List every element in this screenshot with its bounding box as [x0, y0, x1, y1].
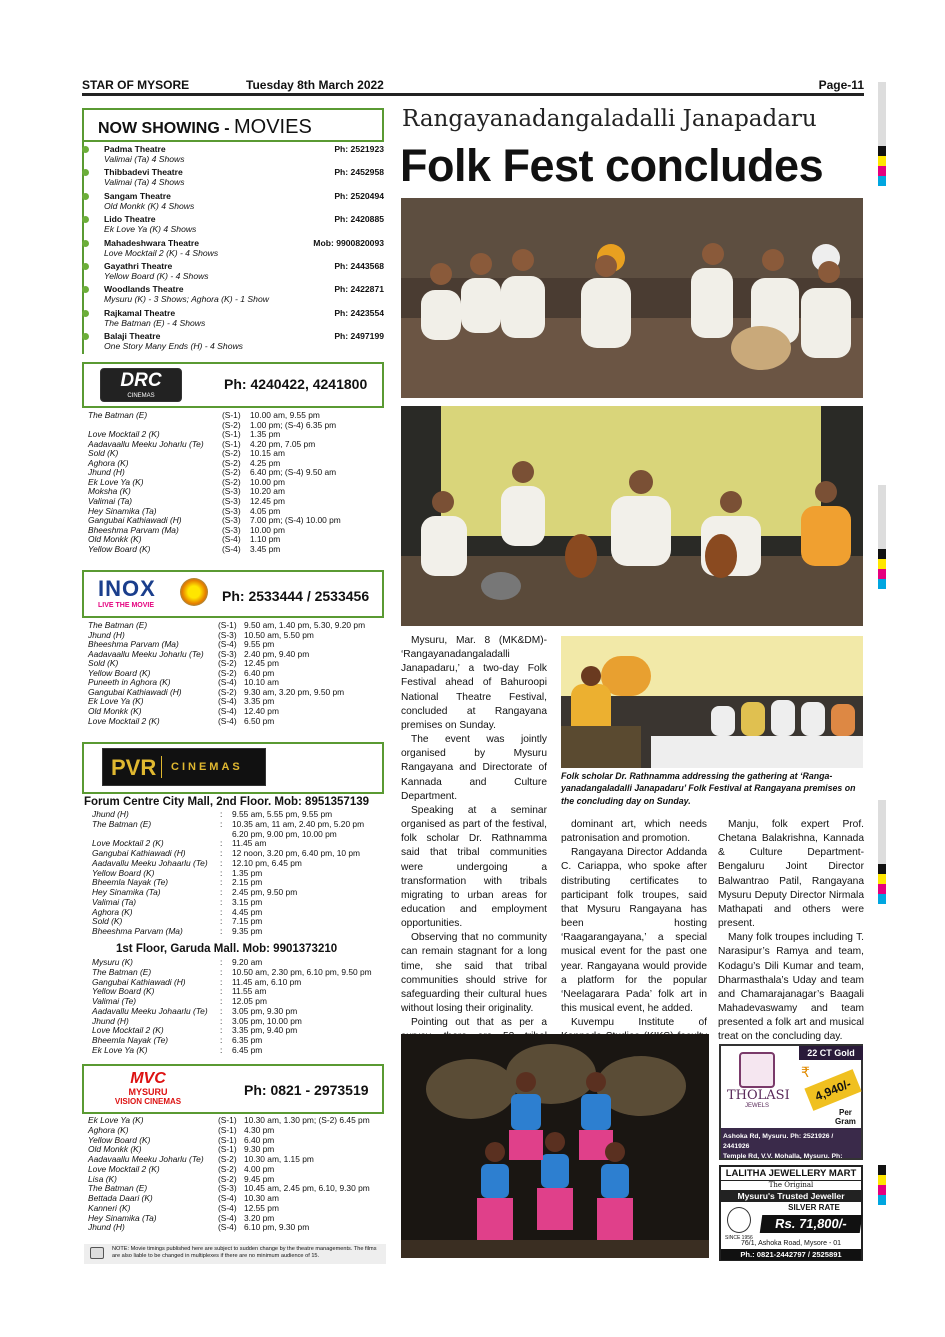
theatre-name: Balaji Theatre [104, 331, 161, 342]
lalitha-phone: Ph.: 0821-2442797 / 2525891 [721, 1249, 861, 1260]
mvc-box [82, 1064, 384, 1114]
pvr-box [82, 742, 384, 794]
theatre-item [84, 238, 384, 258]
article-paragraph: Speaking at a seminar organised as part of the festival, folk scholar Dr. Rathnamma said that tribal communities were undergoing a transformation with tribals migrating to urban areas for education and employment opportunities. [401, 804, 547, 930]
schedule-screen: : [220, 916, 223, 927]
schedule-time: 3.05 pm, 10.00 pm [232, 1015, 302, 1026]
bullet-icon [82, 310, 89, 317]
schedule-movie: Yellow Board (K) [88, 667, 151, 678]
schedule-time: 1.35 pm [250, 429, 281, 440]
article-paragraph: The event was jointly organised by Mysuru Rangayana and Directorate of Kannada and Culture Department. [401, 734, 547, 802]
pvr-garuda-schedule [92, 958, 392, 1058]
schedule-screen: (S-3) [222, 524, 241, 535]
schedule-screen: (S-3) [222, 495, 241, 506]
schedule-movie: Aadavaallu Meeku Joharlu (Te) [88, 1154, 204, 1164]
theatre-shows: Ek Love Ya (K) 4 Shows [104, 224, 197, 235]
schedule-time: 6.40 pm [244, 667, 275, 678]
drc-phone: Ph: 4240422, 4241800 [224, 376, 368, 392]
schedule-time: 9.20 am [232, 957, 263, 967]
schedule-time: 12 noon, 3.20 pm, 6.40 pm, 10 pm [232, 848, 361, 858]
register-bar-color [878, 549, 886, 589]
schedule-screen: (S-2) [218, 1154, 237, 1164]
register-bar-color [878, 146, 886, 186]
schedule-movie: Kanneri (K) [88, 1202, 131, 1213]
schedule-movie: Hey Sinamika (Ta) [92, 887, 161, 897]
schedule-movie: Ek Love Ya (K) [88, 1115, 144, 1125]
schedule-movie: Bheeshma Parvam (Ma) [88, 639, 179, 650]
schedule-movie: Jhund (H) [88, 467, 125, 478]
schedule-time: 12.45 pm [250, 495, 285, 506]
photo-dancers [401, 1034, 709, 1258]
schedule-screen: (S-1) [218, 1144, 237, 1155]
schedule-movie: Gangubai Kathiawadi (H) [88, 686, 182, 697]
note-icon [90, 1247, 104, 1259]
theatre-shows: Yellow Board (K) - 4 Shows [104, 271, 209, 281]
theatre-item [84, 144, 384, 164]
schedule-movie: Valimai (Ta) [88, 495, 133, 506]
gram-label: Gram [835, 1117, 856, 1126]
theatre-item [84, 167, 384, 187]
theatre-name: Padma Theatre [104, 144, 166, 154]
theatre-phone: Ph: 2420885 [334, 214, 384, 225]
schedule-movie: Yellow Board (K) [88, 1134, 151, 1145]
schedule-time: 10.00 am, 9.55 pm [250, 410, 320, 420]
schedule-movie: Valimai (Ta) [92, 896, 137, 907]
schedule-screen: (S-4) [218, 639, 237, 650]
schedule-screen: (S-2) [222, 448, 241, 459]
register-bar-color [878, 1165, 886, 1205]
schedule-screen: (S-4) [218, 696, 237, 707]
theatre-phone: Ph: 2443568 [334, 261, 384, 271]
schedule-screen: : [220, 976, 223, 987]
schedule-movie: Hey Sinamika (Ta) [88, 1212, 157, 1223]
schedule-time: 10.45 am, 2.45 pm, 6.10, 9.30 pm [244, 1183, 370, 1194]
schedule-time: 10.15 am [250, 448, 285, 459]
schedule-movie: Bheeshma Parvam (Ma) [88, 524, 179, 535]
schedule-time: 4.30 pm [244, 1124, 275, 1135]
schedule-screen: (S-1) [222, 438, 241, 449]
schedule-movie: Love Mocktail 2 (K) [92, 1025, 164, 1036]
kicker: Rangayanadangaladalli Janapadaru [402, 106, 817, 132]
theatre-name: Gayathri Theatre [104, 261, 173, 271]
schedule-screen: : [220, 906, 223, 917]
tholasi-address: Ashoka Rd, Mysuru. Ph: 2521926 / 2441926 Temple Rd, V.V. Mohalla, Mysuru. Ph: [721, 1128, 861, 1158]
schedule-screen: (S-4) [222, 534, 241, 545]
schedule-screen: (S-3) [218, 648, 237, 659]
gold-rate-title: 22 CT Gold Rate [799, 1046, 863, 1060]
now-showing-box [82, 108, 384, 142]
schedule-screen: (S-2) [222, 457, 241, 468]
theatre-phone: Ph: 2521923 [334, 144, 384, 154]
inox-phone: Ph: 2533444 / 2533456 [222, 588, 370, 604]
theatre-shows: One Story Many Ends (H) - 4 Shows [104, 341, 243, 352]
theatre-phone: Ph: 2422871 [334, 284, 384, 295]
theatre-shows: Mysuru (K) - 3 Shows; Aghora (K) - 1 Show [104, 294, 269, 305]
schedule-time: 9.45 pm [244, 1173, 275, 1184]
schedule-time: 3.05 pm, 9.30 pm [232, 1005, 298, 1016]
schedule-time: 3.45 pm [250, 543, 281, 554]
schedule-movie: Yellow Board (K) [92, 867, 155, 878]
schedule-screen: : [220, 926, 223, 936]
schedule-movie: Gangubai Kathiawadi (H) [88, 515, 182, 526]
schedule-movie: The Batman (E) [88, 1183, 148, 1194]
schedule-screen: (S-2) [222, 419, 241, 430]
lalitha-logo-icon [727, 1207, 751, 1233]
schedule-movie: Aadavallu Meeku Johaarlu (Te) [92, 1005, 208, 1016]
since-label: SINCE 1956 [725, 1235, 753, 1241]
photo-seminar [561, 636, 863, 768]
bullet-icon [82, 169, 89, 176]
schedule-movie: Lisa (K) [88, 1173, 117, 1184]
theatre-phone: Ph: 2497199 [334, 331, 384, 342]
article-column-3 [718, 818, 864, 1045]
article-paragraph: Kuvempu Institute of [571, 1017, 707, 1029]
lalitha-trust: Mysuru's Trusted Jeweller [721, 1190, 861, 1202]
lalitha-ad [719, 1165, 863, 1261]
schedule-time: 6.45 pm [232, 1044, 263, 1055]
schedule-movie: Sold (K) [92, 916, 123, 927]
schedule-time: 12.40 pm [244, 705, 279, 716]
gold-price: 4,940/- [804, 1069, 861, 1111]
schedule-screen: (S-2) [218, 1173, 237, 1184]
theatre-shows: Valimai (Ta) 4 Shows [104, 177, 185, 188]
article-paragraph: Many folk troupes including T. Narasipur’s Ramya and team, Kodagu’s Dili Kumar and team, Dharmasthala’s Uday and team and Chamarajanagar’s Baagali Mahadevaswamy and team presented a folk art and musical treat on the concluding day. [718, 932, 864, 1043]
schedule-time: 1.00 pm; (S-4) 6.35 pm [250, 419, 337, 430]
schedule-time: 4.25 pm [250, 457, 281, 468]
article-paragraph: dominant art, which needs patronisation and promotion. [561, 819, 707, 845]
schedule-time: 11.45 am [232, 838, 267, 849]
bullet-icon [82, 286, 89, 293]
schedule-screen: (S-2) [218, 686, 237, 697]
theatre-shows: Love Mocktail 2 (K) - 4 Shows [104, 247, 219, 258]
now-showing-title: NOW SHOWING - MOVIES [98, 116, 312, 138]
schedule-screen: (S-1) [222, 410, 241, 420]
schedule-movie: Aghora (K) [88, 457, 129, 468]
schedule-movie: Aghora (K) [88, 1124, 129, 1135]
schedule-movie: Jhund (H) [92, 1015, 129, 1026]
register-bar-gray [878, 82, 886, 146]
schedule-movie: Jhund (H) [88, 1222, 125, 1233]
schedule-time: 9.50 am, 1.40 pm, 5.30, 9.20 pm [244, 620, 366, 630]
schedule-time: 9.30 am, 3.20 pm, 9.50 pm [244, 686, 345, 697]
theatre-name: Thibbadevi Theatre [104, 167, 183, 178]
schedule-screen: : [220, 887, 223, 897]
lalitha-original: The Original [768, 1181, 814, 1189]
schedule-screen: (S-4) [218, 677, 237, 688]
schedule-screen: (S-4) [218, 705, 237, 716]
bullet-icon [82, 216, 89, 223]
schedule-movie: Love Mocktail 2 (K) [88, 715, 160, 726]
schedule-movie: Love Mocktail 2 (K) [88, 1163, 160, 1174]
schedule-screen: : [220, 1044, 223, 1055]
rupee-symbol: ₹ [801, 1064, 810, 1080]
schedule-screen: (S-3) [222, 505, 241, 516]
schedule-movie: Moksha (K) [88, 486, 131, 497]
page-header [82, 76, 864, 96]
theatre-item [84, 308, 384, 328]
lalitha-title: LALITHA JEWELLERY MART [721, 1167, 861, 1181]
schedule-screen: (S-2) [222, 476, 241, 487]
schedule-screen: (S-1) [218, 1115, 237, 1125]
schedule-movie: The Batman (E) [92, 818, 152, 829]
schedule-screen: (S-3) [218, 629, 237, 640]
pvr-garuda-heading: 1st Floor, Garuda Mall. Mob: 9901373210 [116, 943, 338, 955]
schedule-screen: : [220, 818, 223, 829]
schedule-time: 2.45 pm, 9.50 pm [232, 887, 298, 897]
schedule-time: 3.35 pm, 9.40 pm [232, 1025, 298, 1036]
schedule-time: 7.15 pm [232, 916, 263, 927]
theatre-name: Mahadeshwara Theatre [104, 237, 200, 248]
schedule-time: 7.00 pm; (S-4) 10.00 pm [250, 515, 341, 526]
schedule-movie: Mysuru (K) [92, 957, 133, 967]
schedule-screen: : [220, 867, 223, 878]
article-paragraph: Pointing out that as per a [411, 1017, 547, 1029]
schedule-screen: (S-1) [222, 429, 241, 440]
schedule-screen: : [220, 838, 223, 849]
article-paragraph: Rangayana Director Addanda C. Cariappa, who spoke after distributing certificates to participant folk troupes, said that Mysuru Rangayana has been hosting ‘Raagarangayana,’ a special musical event for the past one year. Rangayana would provide a platform for the popular ‘Neelagarara Pada’ folk art in this musical event, he added. [561, 847, 707, 1015]
schedule-movie: Hey Sinamika (Ta) [88, 505, 157, 516]
schedule-screen: : [220, 1035, 223, 1045]
pvr-logo: PVR CINEMAS [102, 748, 266, 786]
schedule-time: 2.40 pm, 9.40 pm [244, 648, 310, 659]
theatre-name: Sangam Theatre [104, 190, 171, 201]
schedule-time: 12.55 pm [244, 1202, 279, 1213]
tholasi-ad [719, 1044, 863, 1160]
silver-price: Rs. 71,800/- [760, 1215, 863, 1233]
theatre-item [84, 331, 384, 351]
article-paragraph: Manju, folk expert Prof. Chetana Balakrishna, Kannada & Culture Department-Bengaluru Joint Director Balwantrao Patil, Rangayana Mysuru Deputy Director Nirmala Mathapati and others were present. [718, 819, 864, 930]
schedule-time: 4.05 pm [250, 505, 281, 516]
schedule-movie: Yellow Board (K) [88, 543, 151, 554]
schedule-movie: Gangubai Kathiawadi (H) [92, 976, 186, 987]
theatre-name: Lido Theatre [104, 214, 156, 225]
schedule-screen: : [220, 857, 223, 868]
schedule-movie: Sold (K) [88, 658, 119, 669]
schedule-movie: Valimai (Te) [92, 996, 137, 1006]
schedule-movie: Jhund (H) [92, 809, 129, 819]
schedule-time: 6.50 pm [244, 715, 275, 726]
pvr-forum-schedule [92, 810, 392, 940]
register-bar-gray [878, 800, 886, 864]
article-paragraph: Mysuru, Mar. 8 (MK&DM)- ‘Rangayanadangaladalli Janapadaru,’ a two-day Folk Festival ahead of Bahuroopi National Theatre Festival, concluded at Rangayana premises on Sunday. [401, 635, 547, 731]
theatre-item [84, 191, 384, 211]
schedule-movie: Puneeth in Aghora (K) [88, 677, 171, 688]
schedule-time: 12.10 pm, 6.45 pm [232, 857, 302, 868]
schedule-movie: Old Monkk (K) [88, 705, 142, 716]
bullet-icon [82, 263, 89, 270]
pvr-forum-heading: Forum Centre City Mall, 2nd Floor. Mob: 8951357139 [84, 796, 370, 808]
schedule-time: 11.55 am [232, 986, 267, 997]
article-column-1 [401, 634, 547, 1087]
tholasi-logo: THOLASI JEWELS [727, 1050, 787, 1120]
article-column-2 [561, 818, 707, 1059]
schedule-movie: Ek Love Ya (K) [88, 696, 144, 707]
per-label: Per [839, 1108, 852, 1117]
schedule-time: 3.15 pm [232, 896, 263, 907]
mvc-phone: Ph: 0821 - 2973519 [244, 1082, 369, 1098]
schedule-time: 3.20 pm [244, 1212, 275, 1223]
inox-logo: INOX LIVE THE MOVIE [98, 576, 156, 609]
schedule-movie: The Batman (E) [88, 620, 148, 630]
theatre-name: Rajkamal Theatre [104, 307, 176, 318]
schedule-screen: : [220, 996, 223, 1006]
schedule-time: 9.55 pm [244, 639, 275, 650]
headline: Folk Fest concludes [400, 140, 824, 191]
schedule-screen: (S-4) [218, 1193, 237, 1203]
theatre-shows: The Batman (E) - 4 Shows [104, 317, 206, 328]
page-number: Page-11 [818, 78, 864, 92]
schedule-movie: Aadavaallu Meeku Joharlu (Te) [88, 438, 204, 449]
schedule-screen: (S-4) [218, 1212, 237, 1223]
schedule-time: 10.35 am, 11 am, 2.40 pm, 5.20 pm [232, 818, 365, 829]
schedule-time: 10.50 am, 5.50 pm [244, 629, 314, 640]
schedule-movie: Love Mocktail 2 (K) [88, 429, 160, 440]
schedule-screen: (S-2) [218, 667, 237, 678]
inox-box [82, 570, 384, 618]
photo-folk-singers [401, 406, 863, 626]
drc-schedule [88, 411, 388, 561]
bullet-icon [82, 333, 89, 340]
mvc-logo: MVC MYSURU VISION CINEMAS [114, 1070, 182, 1106]
bullet-icon [82, 146, 89, 153]
schedule-screen: : [220, 848, 223, 858]
schedule-screen: (S-3) [218, 1183, 237, 1194]
schedule-time: 6.35 pm [232, 1035, 263, 1045]
article-paragraph: Observing that no community can remain stagnant for a long time, she said that tribal communities should strive for safeguarding their cultural hues without losing their originality. [401, 932, 547, 1015]
schedule-screen: (S-4) [222, 543, 241, 554]
timing-note: NOTE: Movie timings published here are subject to sudden change by the theatre managements. The films are also liable to be changed in multiplexes if there are no minimum audience of 15. [84, 1244, 386, 1264]
theatre-phone: Mob: 9900820093 [313, 237, 384, 248]
schedule-time: 4.20 pm, 7.05 pm [250, 438, 316, 449]
lalitha-address: 76/1, Ashoka Road, Mysore - 01 [741, 1240, 841, 1247]
theatre-shows: Old Monkk (K) 4 Shows [104, 200, 195, 211]
schedule-screen: : [220, 966, 223, 977]
schedule-time: 1.35 pm [232, 867, 263, 878]
schedule-time: 2.15 pm [232, 877, 263, 888]
silver-label: SILVER RATE [788, 1203, 840, 1212]
schedule-time: 10.30 am, 1.30 pm; (S-2) 6.45 pm [244, 1115, 370, 1125]
drc-box [82, 362, 384, 408]
register-bar-color [878, 864, 886, 904]
schedule-time: 11.45 am, 6.10 pm [232, 976, 302, 987]
schedule-screen: (S-2) [222, 467, 241, 478]
schedule-time: 10.00 pm [250, 476, 285, 487]
schedule-time: 12.05 pm [232, 996, 267, 1006]
issue-date: Tuesday 8th March 2022 [246, 78, 384, 92]
schedule-time: 3.35 pm [244, 696, 275, 707]
schedule-screen: : [220, 1015, 223, 1026]
schedule-movie: Ek Love Ya (K) [92, 1044, 148, 1055]
schedule-movie: Aadavaallu Meeku Joharlu (Te) [88, 648, 204, 659]
paper-name: STAR OF MYSORE [82, 78, 190, 92]
schedule-time: 6.20 pm, 9.00 pm, 10.00 pm [232, 828, 337, 839]
register-bar-gray [878, 485, 886, 549]
schedule-time: 10.30 am, 1.15 pm [244, 1154, 314, 1164]
theatre-phone: Ph: 2452958 [334, 167, 384, 178]
schedule-time: 10.00 pm [250, 524, 285, 535]
schedule-movie: Aadavallu Meeku Johaarlu (Te) [92, 857, 208, 868]
schedule-movie: Old Monkk (K) [88, 1144, 142, 1155]
schedule-movie: Aghora (K) [92, 906, 133, 917]
peacock-icon [739, 1052, 775, 1088]
schedule-screen: (S-3) [222, 486, 241, 497]
schedule-screen: (S-1) [218, 620, 237, 630]
schedule-screen: (S-4) [218, 715, 237, 726]
schedule-screen: : [220, 809, 223, 819]
schedule-screen: : [220, 1005, 223, 1016]
bullet-icon [82, 240, 89, 247]
photo-folk-musicians [401, 198, 863, 398]
schedule-movie: The Batman (E) [92, 966, 152, 977]
theatre-shows: Valimai (Ta) 4 Shows [104, 154, 185, 164]
theatre-phone: Ph: 2423554 [334, 307, 384, 318]
schedule-screen: : [220, 957, 223, 967]
schedule-time: 6.40 pm [244, 1134, 275, 1145]
schedule-movie: Old Monkk (K) [88, 534, 142, 545]
schedule-time: 9.55 am, 5.55 pm, 9.55 pm [232, 809, 333, 819]
inox-schedule [88, 621, 388, 731]
schedule-screen: : [220, 986, 223, 997]
drc-logo: DRC CINEMAS [100, 368, 182, 402]
schedule-screen: (S-2) [218, 658, 237, 669]
schedule-time: 9.30 pm [244, 1144, 275, 1155]
schedule-time: 10.20 am [250, 486, 285, 497]
schedule-time: 12.45 pm [244, 658, 279, 669]
schedule-movie: Bheemla Nayak (Te) [92, 877, 169, 888]
schedule-time: 4.45 pm [232, 906, 263, 917]
schedule-movie: Sold (K) [88, 448, 119, 459]
schedule-time: 6.10 pm, 9.30 pm [244, 1222, 310, 1233]
schedule-time: 10.10 am [244, 677, 279, 688]
schedule-screen: (S-4) [218, 1202, 237, 1213]
schedule-movie: Bettada Daari (K) [88, 1193, 153, 1203]
theatre-item [84, 261, 384, 281]
schedule-screen: : [220, 896, 223, 907]
schedule-screen: (S-3) [222, 515, 241, 526]
photo-caption: Folk scholar Dr. Rathnamma addressing the gathering at ‘Ranga-yanadangaladalli Janapadaru’ Folk Festival at Rangayana premises on the concluding day on Sunday. [561, 771, 856, 806]
schedule-screen: (S-1) [218, 1124, 237, 1135]
schedule-movie: Love Mocktail 2 (K) [92, 838, 164, 849]
inox-emblem-icon [180, 578, 208, 606]
mvc-schedule [88, 1116, 388, 1238]
schedule-screen: : [220, 1025, 223, 1036]
schedule-screen: (S-2) [218, 1163, 237, 1174]
schedule-movie: Jhund (H) [88, 629, 125, 640]
theatre-phone: Ph: 2520494 [334, 190, 384, 201]
schedule-movie: Bheemla Nayak (Te) [92, 1035, 169, 1045]
schedule-time: 10.50 am, 2.30 pm, 6.10 pm, 9.50 pm [232, 966, 372, 977]
schedule-time: 4.00 pm [244, 1163, 275, 1174]
theatre-name: Woodlands Theatre [104, 284, 184, 295]
schedule-movie: Bheeshma Parvam (Ma) [92, 926, 183, 936]
schedule-movie: The Batman (E) [88, 410, 148, 420]
schedule-movie: Yellow Board (K) [92, 986, 155, 997]
schedule-screen: (S-4) [218, 1222, 237, 1233]
schedule-movie: Gangubai Kathiawadi (H) [92, 848, 186, 858]
schedule-time: 9.35 pm [232, 926, 263, 936]
schedule-time: 10.30 am [244, 1193, 279, 1203]
schedule-time: 1.10 pm [250, 534, 281, 545]
bullet-icon [82, 193, 89, 200]
schedule-screen: (S-1) [218, 1134, 237, 1145]
schedule-screen: : [220, 877, 223, 888]
theatre-item [84, 214, 384, 234]
theatre-item [84, 284, 384, 304]
schedule-time: 6.40 pm; (S-4) 9.50 am [250, 467, 337, 478]
schedule-movie: Ek Love Ya (K) [88, 476, 144, 487]
